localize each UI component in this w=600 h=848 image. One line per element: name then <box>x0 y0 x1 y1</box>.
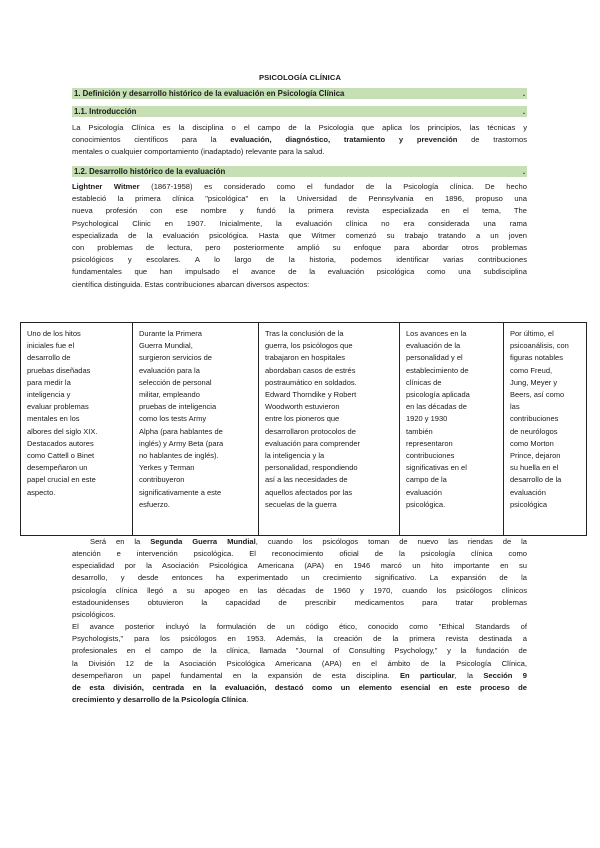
war-line: estadounidenses obtuvieron la capacidad de prescribir medicamentos para tratar problemas <box>72 597 527 607</box>
table-cell-postwar: Tras la conclusión de la guerra, los psicólogos que trabajaron en hospitales abordaban casos de estrés postraumático en soldados. Edward Thorndike y Robert Woodworth estuvieron entre los pioneros que desarrollaron protocolos de evaluación para comprender la inteligencia y la personalidad, respondiendo así a las necesidades de aquellos afectados por las secuelas de la guerra <box>259 323 400 536</box>
war-line: psicológicos. <box>72 609 116 619</box>
section9-emphasis: Sección 9 <box>483 670 527 680</box>
table-cell-personality: Los avances en la evaluación de la personalidad y el establecimiento de clínicas de psicología aplicada en las décadas de 1920 y 1930 también representaron contribuciones significativas en el campo de la evaluación psicológica. <box>400 323 504 536</box>
war-line: Será en la Segunda Guerra Mundial, cuando los psicólogos toman de nuevo las riendas de la <box>90 537 527 546</box>
table-cell-psychoanalysis: Por último, el psicoanálisis, con figuras notables como Freud, Jung, Meyer y Beers, así como las contribuciones de neurólogos como Morton Prince, dejaron su huella en el desarrollo de la evaluación psicológica <box>504 323 587 536</box>
intro-line: La Psicología Clínica es la disciplina o el campo de la Psicología que aplica los principios, las técnicas y <box>72 123 527 132</box>
intro-line: conocimientos científicos para la evaluación, diagnóstico, tratamiento y prevención de trastornos <box>72 135 527 145</box>
history-line: especializada de la evaluación psicológica. Hasta que Witmer comenzó su trabajo tratando a un joven <box>72 230 527 240</box>
history-line: fundamentales que han impulsado el avance de la evaluación psicológica como una subdisciplina <box>72 267 527 277</box>
history-paragraph <box>72 181 527 291</box>
intro-paragraph <box>72 122 527 159</box>
ethics-line: desempeñaron un papel fundamental en la expansión de esta disciplina. En particular, la Sección 9 <box>72 670 527 680</box>
section-heading-1-2-text: 1.2. Desarrollo histórico de la evaluación <box>74 167 226 176</box>
section-heading-1 <box>72 88 527 99</box>
section-heading-1-2 <box>72 166 527 177</box>
ethics-paragraph <box>72 621 527 706</box>
history-line: científica distinguida. Estas contribuciones abarcan diversos aspectos: <box>72 279 310 289</box>
history-line: psicológicos y escolares. A lo largo de la historia, podemos identificar varias contribuciones <box>72 255 527 265</box>
history-line: nueva profesión con ese nombre y fundó la primera revista especializada en el tema, The <box>72 206 527 216</box>
war-paragraph <box>72 548 527 621</box>
section-heading-1-dot: . <box>522 89 525 98</box>
contributions-table <box>20 322 587 536</box>
history-line: con problemas de lectura, pero posteriormente amplió su enfoque para abordar otros problemas <box>72 242 527 252</box>
ethics-line: profesionales en el campo de la clínica, llamada "Journal of Consulting Psychology," y la fundación de <box>72 646 527 656</box>
ethics-emphasis: En particular <box>399 670 455 680</box>
witmer-name: Lightner Witmer <box>72 182 140 191</box>
section-heading-1-1-dot: . <box>522 107 525 116</box>
ethics-line: crecimiento y desarrollo de la Psicología Clínica. <box>72 695 249 705</box>
section-heading-1-2-dot: . <box>522 167 525 176</box>
war-line: especialidad por la Asociación Psicológica Americana (APA) en 1946 marcó un hito importante en su <box>72 561 527 571</box>
table-cell-ww1: Durante la Primera Guerra Mundial, surgieron servicios de evaluación para la selección de personal militar, empleando pruebas de inteligencia como los tests Army Alpha (para hablantes de inglés) y Army Beta (para no hablantes de inglés). Yerkes y Terman contribuyeron significativamente a este esfuerzo. <box>133 323 259 536</box>
document-title: PSICOLOGÍA CLÍNICA <box>258 73 342 82</box>
section-heading-1-1 <box>72 106 527 117</box>
history-line: estableció la primera clínica "psicológica" en la Universidad de Pennsylvania en 1896, propuso una <box>72 194 527 204</box>
section-heading-1-1-text: 1.1. Introducción <box>74 107 137 116</box>
ethics-line: Psychologists," para los psicólogos en 1953. Además, la creación de la primera revista destinada a <box>72 634 527 644</box>
war-paragraph-first <box>90 536 527 548</box>
ethics-closing-emphasis: crecimiento y desarrollo de la Psicología Clínica <box>72 695 247 705</box>
table-cell-tests: Uno de los hitos iniciales fue el desarrollo de pruebas diseñadas para medir la inteligencia y evaluar problemas mentales en los albores del siglo XIX. Destacados autores como Cattell o Binet desempeñaron un papel crucial en este aspecto. <box>21 323 133 536</box>
intro-line: mentales o cualquier comportamiento (inadaptado) relevante para la salud. <box>72 147 325 157</box>
history-line: Lightner Witmer (1867-1958) es considerado como el fundador de la Psicología clínica. De hecho <box>72 182 527 191</box>
intro-emphasis: evaluación, diagnóstico, tratamiento y prevención <box>230 135 458 145</box>
ethics-line: El avance posterior incluyó la formulación de un código ético, conocido como "Ethical Standards of <box>72 622 527 631</box>
war-line: desarrollo, y desde entonces ha experimentado un crecimiento significativo. La expansión de la <box>72 573 527 583</box>
ethics-line-bold: de esta división, centrada en la evaluación, destacó como un elemento esencial en este proceso de <box>72 682 527 692</box>
ww2-emphasis: Segunda Guerra Mundial <box>150 537 256 546</box>
section-heading-1-text: 1. Definición y desarrollo histórico de la evaluación en Psicología Clínica <box>74 89 345 98</box>
history-line: Psychological Clinic en 1907. Inicialmente, la evaluación clínica no era considerada una rama <box>72 218 527 228</box>
ethics-line: la División 12 de la Asociación Psicológica Americana (APA) en el ámbito de la Psicología Clínica, <box>72 658 527 668</box>
table-row <box>21 323 587 536</box>
war-line: atención e intervención psicológica. El reconocimiento oficial de la psicología clínica como <box>72 549 527 558</box>
war-line: psicología clínica llegó a su apogeo en las décadas de 1960 y 1970, cuando los psicólogos clínicos <box>72 585 527 595</box>
